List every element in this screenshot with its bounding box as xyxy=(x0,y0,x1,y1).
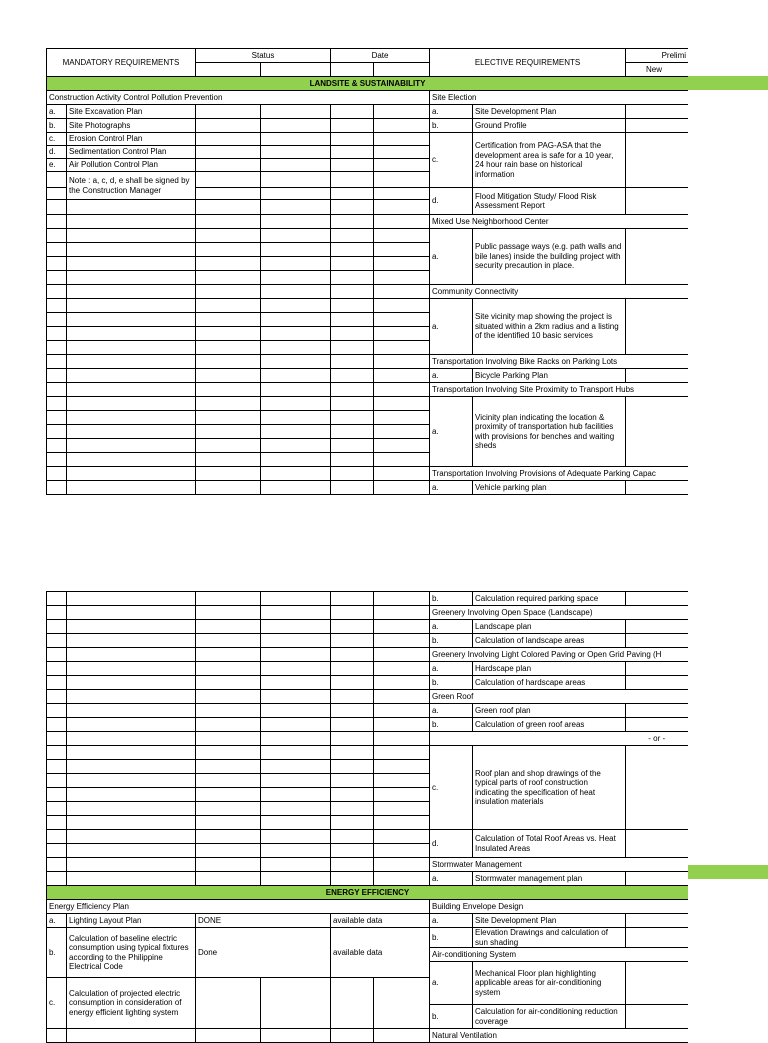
prelim-cell[interactable] xyxy=(626,718,689,732)
elective-item-label: Landscape plan xyxy=(473,620,626,634)
prelim-cell[interactable] xyxy=(626,662,689,676)
green-roof-title: Green Roof xyxy=(430,690,689,704)
spreadsheet-page-1 xyxy=(46,48,688,495)
status-value[interactable]: DONE xyxy=(196,914,331,928)
item-letter: b. xyxy=(430,634,473,648)
date-cell[interactable] xyxy=(374,119,430,133)
status-cell[interactable] xyxy=(261,188,331,200)
building-envelope-title: Building Envelope Design xyxy=(430,900,689,914)
requirements-table-page-1 xyxy=(46,48,688,495)
mandatory-item-label: Calculation of projected electric consumption in consideration of energy efficient lighting system xyxy=(67,978,196,1029)
elective-item-label: Vehicle parking plan xyxy=(473,481,626,495)
empty-cell xyxy=(47,188,67,200)
status-cell[interactable] xyxy=(196,119,261,133)
table-row xyxy=(47,718,689,732)
prelim-cell[interactable] xyxy=(626,872,689,886)
mandatory-item-label: Sedimentation Control Plan xyxy=(67,146,196,159)
site-selection-title: Site Election xyxy=(430,91,688,105)
table-row xyxy=(47,285,689,299)
item-letter: d. xyxy=(430,188,473,215)
construction-note: Note : a, c, d, e shall be signed by the Construction Manager xyxy=(67,172,196,200)
item-letter: b. xyxy=(430,1005,473,1029)
mandatory-item-label: Erosion Control Plan xyxy=(67,133,196,146)
mandatory-item-label: Site Excavation Plan xyxy=(67,105,196,119)
prelim-cell[interactable] xyxy=(626,704,689,718)
elective-item-label: Vicinity plan indicating the location & proximity of transportation hub facilities with provisions for benches and waiting sheds xyxy=(473,397,626,467)
item-letter: d. xyxy=(47,146,67,159)
table-row xyxy=(47,369,689,383)
item-letter: a. xyxy=(430,229,473,285)
table-row xyxy=(47,467,689,481)
bike-racks-title: Transportation Involving Bike Racks on Parking Lots xyxy=(430,355,688,369)
date-cell[interactable] xyxy=(374,146,430,159)
construction-activity-title: Construction Activity Control Pollution Prevention xyxy=(47,91,430,105)
status-cell[interactable] xyxy=(261,105,331,119)
section-landsite-sustainability: LANDSITE & SUSTAINABILITY xyxy=(47,77,689,91)
section-energy-efficiency: ENERGY EFFICIENCY xyxy=(47,886,689,900)
mandatory-item-label: Calculation of baseline electric consumption using typical fixtures according to the Philippine Electrical Code xyxy=(67,928,196,978)
prelim-cell[interactable] xyxy=(626,481,688,495)
item-letter: d. xyxy=(430,830,473,858)
date-cell[interactable] xyxy=(331,978,374,1029)
elective-item-label: Certification from PAG-ASA that the development area is safe for a 10 year, 24 hour rain base on historical information xyxy=(473,133,626,188)
status-cell[interactable] xyxy=(196,172,261,188)
energy-efficiency-plan-title: Energy Efficiency Plan xyxy=(47,900,430,914)
elective-item-label: Calculation required parking space xyxy=(473,592,626,606)
item-letter: a. xyxy=(47,914,67,928)
status-cell[interactable] xyxy=(196,146,261,159)
mandatory-item-label: Air Pollution Control Plan xyxy=(67,159,196,172)
status-cell[interactable] xyxy=(261,159,331,172)
table-row xyxy=(47,928,689,948)
date-cell[interactable] xyxy=(374,159,430,172)
date-cell[interactable] xyxy=(331,133,374,146)
elective-item-label: Site vicinity map showing the project is situated within a 2km radius and a listing of the identified 10 basic services xyxy=(473,299,626,355)
date-cell[interactable] xyxy=(374,133,430,146)
date-cell[interactable] xyxy=(331,105,374,119)
prelim-cell[interactable] xyxy=(626,188,688,215)
item-letter: a. xyxy=(430,620,473,634)
date-cell[interactable] xyxy=(374,978,430,1029)
table-row xyxy=(47,900,689,914)
prelim-cell[interactable] xyxy=(626,397,688,467)
status-cell[interactable] xyxy=(261,133,331,146)
elective-item-label: Calculation of landscape areas xyxy=(473,634,626,648)
item-letter: c. xyxy=(47,978,67,1029)
date-cell[interactable] xyxy=(331,188,374,200)
item-letter: c. xyxy=(430,133,473,188)
table-row xyxy=(47,299,689,313)
elective-item-label: Calculation of hardscape areas xyxy=(473,676,626,690)
new-subheader: New xyxy=(626,63,688,77)
prelim-cell[interactable] xyxy=(626,928,689,948)
item-letter: a. xyxy=(430,704,473,718)
item-letter: b. xyxy=(430,928,473,948)
prelim-cell[interactable] xyxy=(626,676,689,690)
item-letter: a. xyxy=(430,481,473,495)
table-row xyxy=(47,676,689,690)
item-letter: a. xyxy=(430,962,473,1005)
status-value[interactable]: Done xyxy=(196,928,331,978)
elective-item-label: Elevation Drawings and calculation of sun shading xyxy=(473,928,626,948)
item-letter: c. xyxy=(47,133,67,146)
table-row xyxy=(47,872,689,886)
item-letter: b. xyxy=(430,676,473,690)
date-subcell[interactable] xyxy=(374,63,430,77)
prelim-cell[interactable] xyxy=(626,229,688,285)
item-letter: a. xyxy=(430,872,473,886)
table-row xyxy=(47,91,689,105)
table-row xyxy=(47,1029,689,1043)
table-row xyxy=(47,732,689,746)
open-space-title: Greenery Involving Open Space (Landscape) xyxy=(430,606,689,620)
elective-item-label: Green roof plan xyxy=(473,704,626,718)
elective-item-label: Ground Profile xyxy=(473,119,626,133)
status-cell[interactable] xyxy=(196,133,261,146)
elective-requirements-header: ELECTIVE REQUIREMENTS xyxy=(430,49,626,77)
transport-hubs-title: Transportation Involving Site Proximity to Transport Hubs xyxy=(430,383,688,397)
date-cell[interactable] xyxy=(374,105,430,119)
date-header: Date xyxy=(331,49,430,63)
table-row xyxy=(47,119,689,133)
date-cell[interactable] xyxy=(331,146,374,159)
item-letter: a. xyxy=(430,397,473,467)
preliminary-header: Prelimi xyxy=(626,49,688,63)
community-connectivity-title: Community Connectivity xyxy=(430,285,688,299)
item-letter: a. xyxy=(430,914,473,928)
prelim-cell[interactable] xyxy=(626,1005,689,1029)
table-row xyxy=(47,606,689,620)
date-cell[interactable] xyxy=(331,172,374,188)
table-row xyxy=(47,648,689,662)
date-value[interactable]: available data xyxy=(331,914,430,928)
prelim-cell[interactable] xyxy=(626,914,689,928)
table-row xyxy=(47,355,689,369)
prelim-cell[interactable] xyxy=(626,634,689,648)
section-band-landsite xyxy=(688,76,768,90)
prelim-cell[interactable] xyxy=(626,299,688,355)
mandatory-item-label: Site Photographs xyxy=(67,119,196,133)
paving-title: Greenery Involving Light Colored Paving or Open Grid Paving (H xyxy=(430,648,689,662)
date-cell[interactable] xyxy=(331,119,374,133)
prelim-cell[interactable] xyxy=(626,105,688,119)
table-row xyxy=(47,634,689,648)
prelim-cell[interactable] xyxy=(626,592,689,606)
elective-item-label: Flood Mitigation Study/ Flood Risk Assessment Report xyxy=(473,188,626,215)
table-row xyxy=(47,746,689,760)
elective-item-label: Mechanical Floor plan highlighting applicable areas for air-conditioning system xyxy=(473,962,626,1005)
status-cell[interactable] xyxy=(196,188,261,200)
elective-item-label: Site Development Plan xyxy=(473,105,626,119)
status-cell[interactable] xyxy=(261,146,331,159)
spreadsheet-page-2 xyxy=(46,591,688,1043)
status-cell[interactable] xyxy=(196,105,261,119)
prelim-cell[interactable] xyxy=(626,962,689,1005)
item-letter: a. xyxy=(47,105,67,119)
elective-item-label: Stormwater management plan xyxy=(473,872,626,886)
item-letter: b. xyxy=(430,592,473,606)
date-cell[interactable] xyxy=(374,172,430,188)
prelim-cell[interactable] xyxy=(626,830,689,858)
prelim-cell[interactable] xyxy=(626,119,688,133)
elective-item-label: Bicycle Parking Plan xyxy=(473,369,626,383)
date-cell[interactable] xyxy=(331,159,374,172)
status-cell[interactable] xyxy=(196,978,261,1029)
elective-item-label: Public passage ways (e.g. path walls and bile lanes) inside the building project with security precaution in place. xyxy=(473,229,626,285)
prelim-cell[interactable] xyxy=(626,620,689,634)
item-letter: c. xyxy=(430,746,473,830)
status-cell[interactable] xyxy=(261,978,331,1029)
air-conditioning-title: Air-conditioning System xyxy=(430,948,689,962)
table-row xyxy=(47,704,689,718)
table-row xyxy=(47,690,689,704)
item-letter: b. xyxy=(47,928,67,978)
elective-item-label: Calculation of Total Roof Areas vs. Heat Insulated Areas xyxy=(473,830,626,858)
table-row xyxy=(47,383,689,397)
status-header: Status xyxy=(196,49,331,63)
section-band-energy xyxy=(688,865,768,879)
item-letter: b. xyxy=(47,119,67,133)
table-row xyxy=(47,662,689,676)
date-value[interactable]: available data xyxy=(331,928,430,978)
table-row xyxy=(47,397,689,411)
elective-item-label: Site Development Plan xyxy=(473,914,626,928)
elective-item-label: Calculation for air-conditioning reduction coverage xyxy=(473,1005,626,1029)
table-row xyxy=(47,914,689,928)
prelim-cell[interactable] xyxy=(626,133,688,188)
table-row xyxy=(47,830,689,844)
status-subcell[interactable] xyxy=(196,63,261,77)
stormwater-title: Stormwater Management xyxy=(430,858,689,872)
item-letter: a. xyxy=(430,662,473,676)
item-letter: a. xyxy=(430,369,473,383)
item-letter: e. xyxy=(47,159,67,172)
table-row xyxy=(47,105,689,119)
natural-ventilation-title: Natural Ventilation xyxy=(430,1029,689,1043)
mandatory-requirements-header: MANDATORY REQUIREMENTS xyxy=(47,49,196,77)
table-row xyxy=(47,133,689,146)
item-letter: a. xyxy=(430,105,473,119)
elective-item-label: Hardscape plan xyxy=(473,662,626,676)
date-cell[interactable] xyxy=(374,188,430,200)
status-cell[interactable] xyxy=(196,159,261,172)
prelim-cell[interactable] xyxy=(626,369,688,383)
prelim-cell[interactable] xyxy=(626,746,689,830)
table-row xyxy=(47,620,689,634)
parking-capacity-title: Transportation Involving Provisions of Adequate Parking Capac xyxy=(430,467,688,481)
table-row xyxy=(47,481,689,495)
status-cell[interactable] xyxy=(261,172,331,188)
empty-cell xyxy=(47,172,67,188)
table-row xyxy=(47,229,689,243)
date-subcell[interactable] xyxy=(331,63,374,77)
table-row xyxy=(47,592,689,606)
table-row xyxy=(47,858,689,872)
item-letter: b. xyxy=(430,718,473,732)
item-letter: b. xyxy=(430,119,473,133)
status-subcell[interactable] xyxy=(261,63,331,77)
elective-item-label: Calculation of green roof areas xyxy=(473,718,626,732)
requirements-table-page-2 xyxy=(46,591,688,1043)
mandatory-item-label: Lighting Layout Plan xyxy=(67,914,196,928)
mixed-use-title: Mixed Use Neighborhood Center xyxy=(430,215,688,229)
table-row xyxy=(47,215,689,229)
item-letter: a. xyxy=(430,299,473,355)
status-cell[interactable] xyxy=(261,119,331,133)
or-separator: - or - xyxy=(626,732,689,746)
elective-item-label: Roof plan and shop drawings of the typical parts of roof construction indicating the specification of heat insulation materials xyxy=(473,746,626,830)
